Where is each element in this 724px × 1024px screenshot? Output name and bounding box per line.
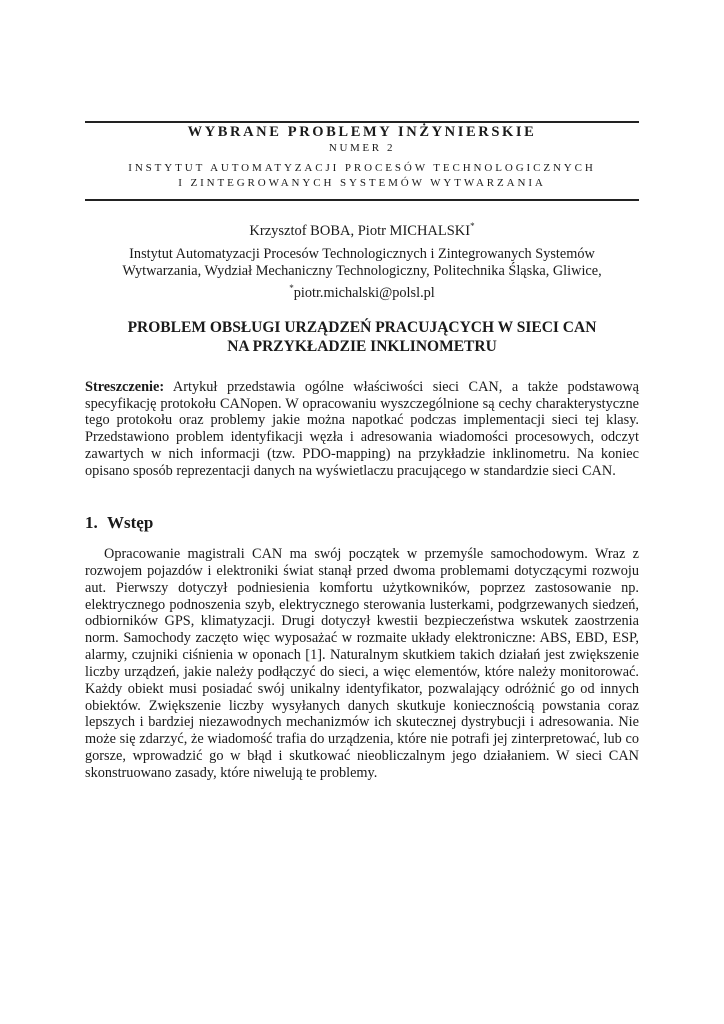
section-heading xyxy=(85,513,153,533)
series-number: NUMER 2 xyxy=(328,142,396,154)
affiliation-line-1: Instytut Automatyzacji Procesów Technologicznych i Zintegrowanych Systemów xyxy=(129,246,595,262)
affiliation-line-2: Wytwarzania, Wydział Mechaniczny Technologiczny, Politechnika Śląska, Gliwice, xyxy=(122,263,602,279)
series-title: WYBRANE PROBLEMY INŻYNIERSKIE xyxy=(187,124,537,140)
authors xyxy=(85,221,639,240)
paper-title-line-1: PROBLEM OBSŁUGI URZĄDZEŃ PRACUJĄCYCH W SIECI CAN xyxy=(127,319,597,336)
header-top-rule xyxy=(85,121,639,123)
author-names: Krzysztof BOBA, Piotr MICHALSKI xyxy=(249,222,471,239)
affiliation xyxy=(85,246,639,302)
section-title: Wstęp xyxy=(107,513,154,532)
abstract-text: Artykuł przedstawia ogólne właściwości sieci CAN, a także podstawową specyfikację protokołu CANopen. W opracowaniu wyszczególnione są cechy charakterystyczne tego protokołu oraz problemy jakie można napotkać podczas implementacji sieci tej klasy. Przedstawiono problem identyfikacji węzła i adresowania wiadomości procesowych, odczyt zawartych w nich informacji (tzw. PDO-mapping) na przykładzie inklinometru. Na koniec opisano sposób reprezentacji danych na wyświetlaczu pracującego w standardzie sieci CAN. xyxy=(85,379,639,479)
abstract xyxy=(85,379,639,479)
email-marker: * xyxy=(289,283,294,293)
abstract-label: Streszczenie: xyxy=(85,379,165,395)
header-institute-line-1: INSTYTUT AUTOMATYZACJI PROCESÓW TECHNOLOGICZNYCH xyxy=(128,162,596,174)
affiliation-email-line xyxy=(85,280,639,302)
body-paragraph: Opracowanie magistrali CAN ma swój początek w przemyśle samochodowym. Wraz z rozwojem pojazdów i elektroniki świat stanął przed dwoma problemami dotyczącymi rozwoju aut. Pierwszy dotyczył podniesienia komfortu użytkowników, poprzez zastosowanie np. elektrycznego podnoszenia szyb, elektrycznego sterowania lusterkami, podgrzewanych siedzeń, odbiorników GPS, klimatyzacji. Drugi dotyczył kwestii bezpieczeństwa wskutek zaostrzenia norm. Samochody zaczęto więc wyposażać w rozmaite układy elektroniczne: ABS, EBD, ESP, alarmy, czujniki ciśnienia w oponach [1]. Naturalnym skutkiem takich działań jest zwiększenie liczby urządzeń, jakie należy podłączyć do sieci, a więc elementów, które należy monitorować. Każdy obiekt musi posiadać swój unikalny identyfikator, pozwalający odróżnić go od innych obiektów. Zwiększenie liczby wysyłanych danych skutkuje koniecznością powstania coraz lepszych i bardziej niezawodnych mechanizmów ich skutecznej dystrybucji i adresowania. Nie może się zdarzyć, że wiadomość trafia do urządzenia, które nie potrafi jej zinterpretować, lub co gorsze, wprowadzić go w błąd i skutkować nieobliczalnym jego działaniem. W sieci CAN skonstruowano zasady, które niwelują te problemy. xyxy=(85,546,639,781)
author-marker: * xyxy=(470,221,475,231)
section-number: 1. xyxy=(85,513,98,532)
paper-title-line-2: NA PRZYKŁADZIE INKLINOMETRU xyxy=(227,338,497,355)
email-address: piotr.michalski@polsl.pl xyxy=(293,284,435,301)
header-bottom-rule xyxy=(85,199,639,201)
header-institute-line-2: I ZINTEGROWANYCH SYSTEMÓW WYTWARZANIA xyxy=(178,177,546,189)
paper-title xyxy=(85,318,639,356)
